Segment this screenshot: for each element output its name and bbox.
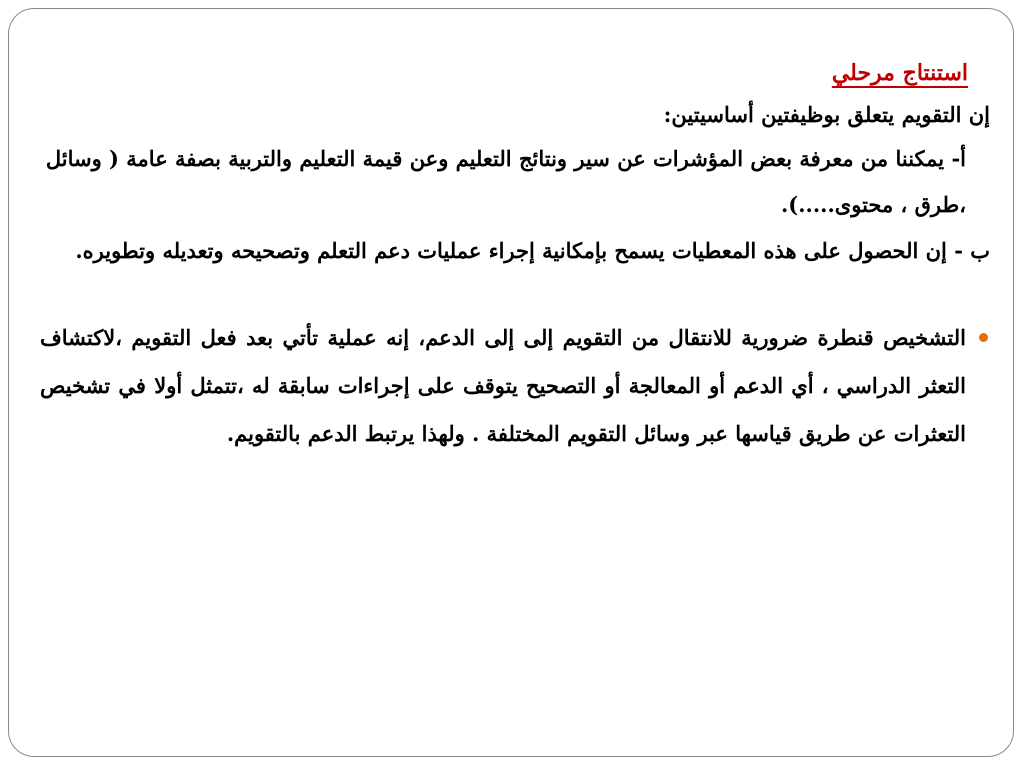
bullet-icon <box>979 333 988 342</box>
heading-text: استنتاج مرحلي <box>831 60 968 86</box>
slide-content <box>40 52 990 458</box>
list-item-a: أ- يمكننا من معرفة بعض المؤشرات عن سير ونتائج التعليم وعن قيمة التعليم والتربية بصفة عامة ( وسائل ،طرق ، محتوى.....). <box>45 146 966 217</box>
intro-text: إن التقويم يتعلق بوظيفتين أساسيتين: <box>663 102 990 127</box>
slide-heading <box>40 52 990 94</box>
spacer <box>40 274 990 314</box>
bullet-text: التشخيص قنطرة ضرورية للانتقال من التقويم إلى إلى الدعم، إنه عملية تأتي بعد فعل التقويم ،لاكتشاف التعثر الدراسي ، أي الدعم أو المعالجة أو التصحيح يتوقف على إجراءات سابقة له ،تتمثل أولا في تشخيص التعثرات عن طريق قياسها عبر وسائل التقويم المختلفة . ولهذا يرتبط الدعم بالتقويم. <box>40 325 966 446</box>
list-item-b: ب - إن الحصول على هذه المعطيات يسمح بإمكانية إجراء عمليات دعم التعلم وتصحيحه وتعديله وتطويره. <box>75 238 990 263</box>
bullet-paragraph <box>40 314 990 458</box>
